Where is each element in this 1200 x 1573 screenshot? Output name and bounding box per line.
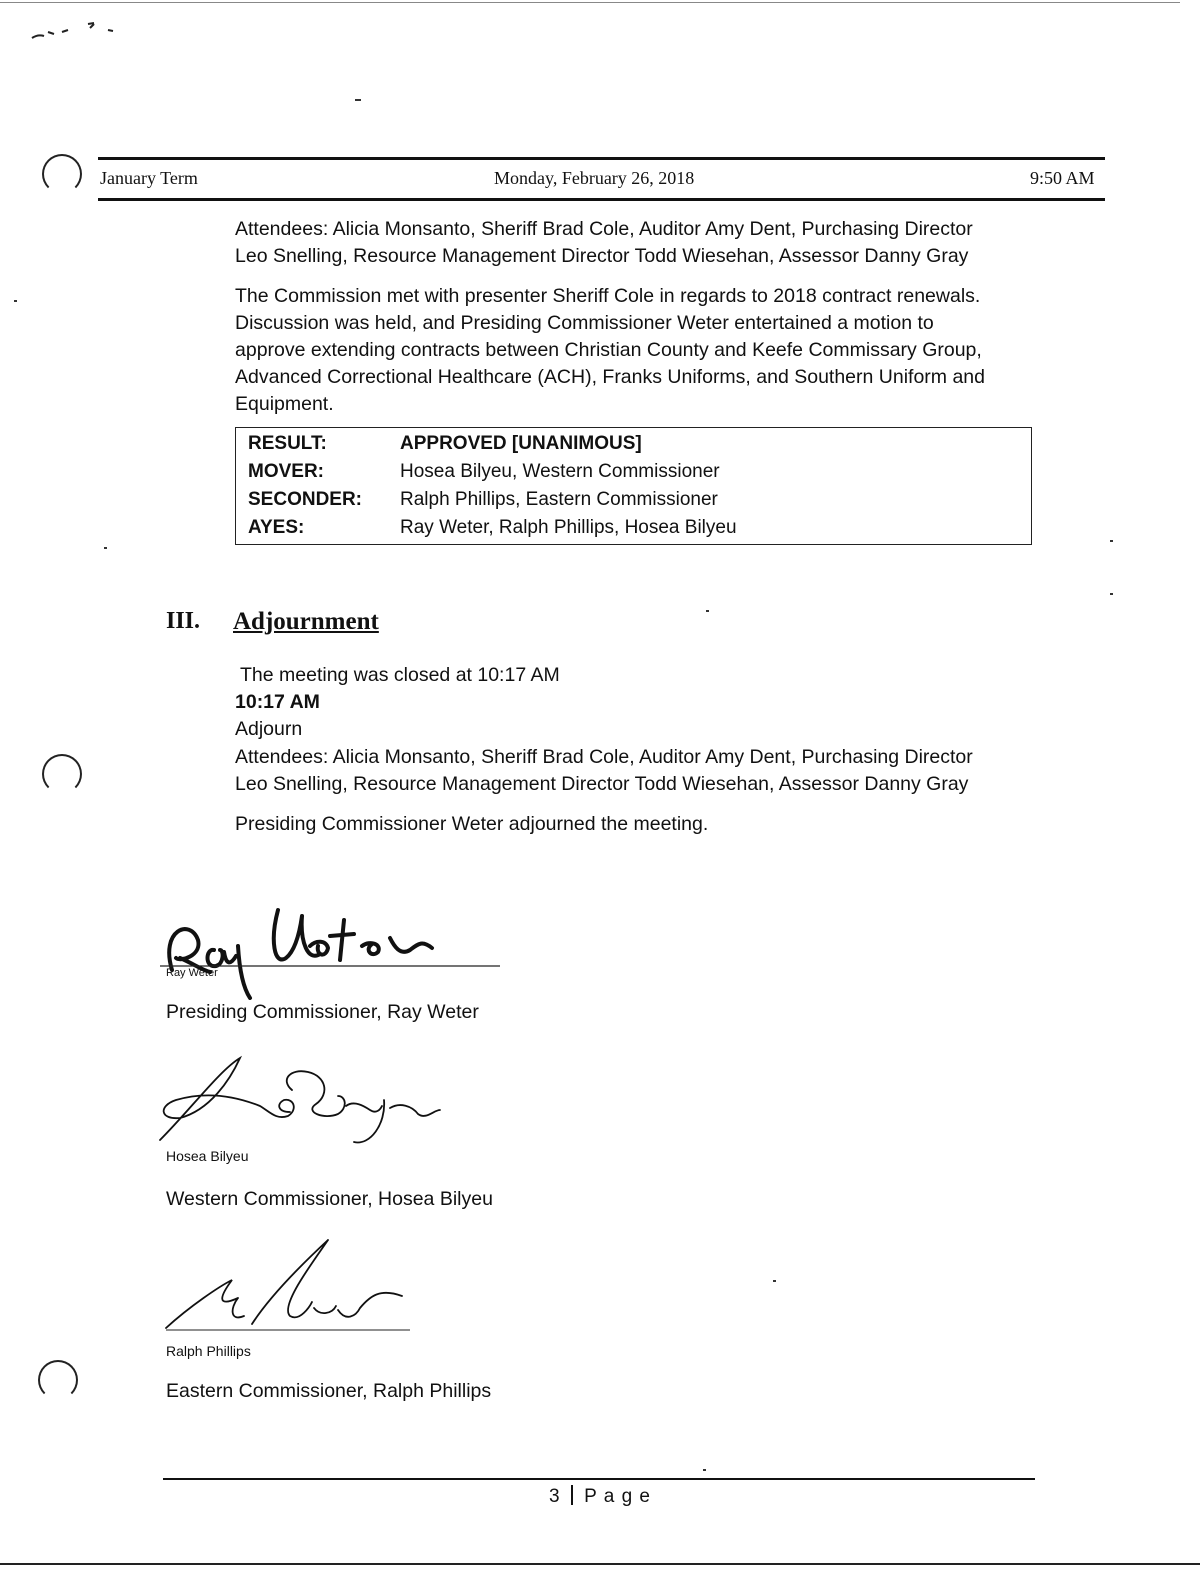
attendees-line-1: Attendees: Alicia Monsanto, Sheriff Brad Cole, Auditor Amy Dent, Purchasing Director — [235, 218, 973, 240]
scan-speck — [104, 547, 107, 549]
motion-result-table — [235, 427, 1032, 545]
header-bottom-rule — [98, 198, 1105, 201]
header-date: Monday, February 26, 2018 — [494, 168, 695, 188]
mover-label: MOVER: — [248, 461, 324, 482]
page-separator — [571, 1485, 573, 1505]
adjourned-line: Presiding Commissioner Weter adjourned the meeting. — [235, 813, 709, 835]
signature-hosea-bilyeu — [150, 1050, 450, 1150]
discussion-line-4: Advanced Correctional Healthcare (ACH), Franks Uniforms, and Southern Uniform and — [235, 366, 985, 388]
signature-caption-ray-weter: Ray Weter — [166, 967, 218, 979]
signature-title-hosea-bilyeu: Western Commissioner, Hosea Bilyeu — [166, 1188, 493, 1210]
signature-title-ralph-phillips: Eastern Commissioner, Ralph Phillips — [166, 1380, 492, 1402]
page-label: P a g e — [584, 1486, 651, 1507]
punch-hole-top — [42, 154, 82, 194]
ayes-value: Ray Weter, Ralph Phillips, Hosea Bilyeu — [400, 517, 737, 538]
footer-rule — [163, 1478, 1035, 1480]
ayes-label: AYES: — [248, 517, 305, 538]
scan-speck — [14, 300, 17, 302]
scan-speck — [703, 1469, 706, 1471]
page-number: 3 — [548, 1486, 560, 1507]
scan-speck — [1110, 540, 1113, 542]
header-top-rule — [98, 157, 1105, 160]
discussion-line-5: Equipment. — [235, 393, 334, 415]
scan-speck — [706, 610, 709, 612]
attendees-line-2: Leo Snelling, Resource Management Director Todd Wiesehan, Assessor Danny Gray — [235, 245, 969, 267]
adjourn-item: Adjourn — [235, 718, 303, 740]
meeting-closed-line: The meeting was closed at 10:17 AM — [240, 664, 560, 686]
attendees-line-2: Leo Snelling, Resource Management Director Todd Wiesehan, Assessor Danny Gray — [235, 773, 969, 795]
adjourn-time: 10:17 AM — [235, 691, 320, 713]
signature-ralph-phillips — [160, 1236, 420, 1336]
scan-specks — [28, 18, 128, 48]
seconder-label: SECONDER: — [248, 489, 363, 510]
scan-top-edge — [0, 2, 1180, 3]
discussion-line-1: The Commission met with presenter Sheriff Cole in regards to 2018 contract renewals. — [235, 285, 981, 307]
signature-ray-weter — [150, 900, 510, 1000]
result-value: APPROVED [UNANIMOUS] — [400, 433, 642, 454]
mover-value: Hosea Bilyeu, Western Commissioner — [400, 461, 720, 482]
result-label: RESULT: — [248, 433, 327, 454]
header-term: January Term — [100, 168, 198, 188]
scan-speck — [773, 1280, 776, 1282]
discussion-line-2: Discussion was held, and Presiding Commissioner Weter entertained a motion to — [235, 312, 934, 334]
signature-caption-ralph-phillips: Ralph Phillips — [166, 1343, 251, 1359]
header-time: 9:50 AM — [1030, 168, 1095, 188]
discussion-line-3: approve extending contracts between Christian County and Keefe Commissary Group, — [235, 339, 982, 361]
punch-hole-middle — [42, 754, 82, 794]
scan-speck — [355, 99, 361, 101]
section-title: Adjournment — [233, 608, 379, 635]
attendees-line-1: Attendees: Alicia Monsanto, Sheriff Brad Cole, Auditor Amy Dent, Purchasing Director — [235, 746, 973, 768]
scan-bottom-edge — [0, 1563, 1200, 1565]
signature-title-ray-weter: Presiding Commissioner, Ray Weter — [166, 1001, 479, 1023]
signature-caption-hosea-bilyeu: Hosea Bilyeu — [166, 1148, 249, 1164]
seconder-value: Ralph Phillips, Eastern Commissioner — [400, 489, 718, 510]
page-footer — [0, 1485, 1200, 1508]
punch-hole-bottom — [38, 1360, 78, 1400]
scan-speck — [1110, 593, 1113, 595]
section-number: III. — [166, 608, 201, 634]
